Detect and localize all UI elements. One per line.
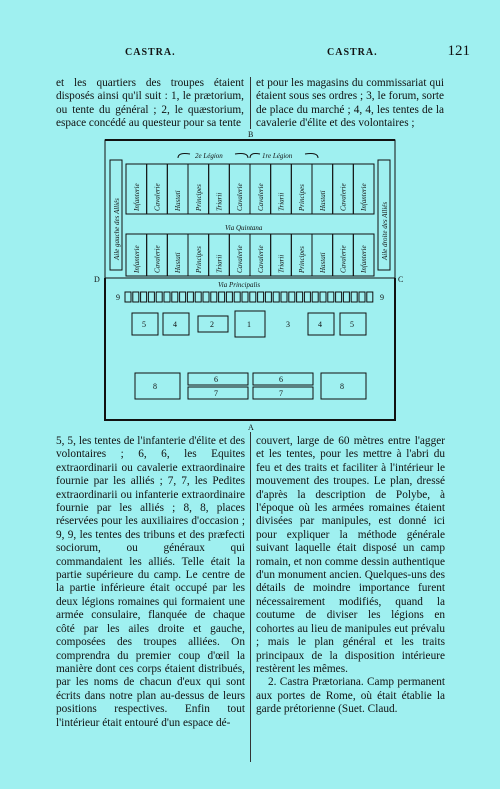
top-right-column (256, 77, 444, 131)
tribune-tent (258, 292, 264, 302)
columns_top-label-1: Cavalerie (153, 183, 162, 211)
block-6-left (188, 373, 248, 385)
columns_bottom-label-2: Hastati (174, 252, 183, 273)
label-D: D (94, 275, 100, 284)
num-8-left: 8 (153, 382, 157, 391)
columns_bottom-label-3: Principes (194, 246, 203, 273)
tribune-tent (219, 292, 225, 302)
tribune-tent (234, 292, 240, 302)
columns_bottom-label-1: Cavalerie (153, 245, 162, 273)
tribune-tent (242, 292, 248, 302)
columns_bottom-label-6: Cavalerie (256, 245, 265, 273)
columns_top-label-5: Cavalerie (236, 183, 245, 211)
tribune-tent (141, 292, 147, 302)
tribune-tent (367, 292, 373, 302)
tribune-tent (187, 292, 193, 302)
columns_top-label-3: Principes (194, 184, 203, 211)
num-4-right: 4 (318, 320, 322, 329)
top-left-text: et les quartiers des troupes étaient disposés ainsi qu'il suit : 1, le prætorium, ou tente du général ; 2, le quæstorium, espace concédé au questeur pour sa tente (56, 77, 244, 130)
tribune-tent (125, 292, 131, 302)
columns_top-label-4: Triarii (215, 192, 224, 211)
num-1: 1 (247, 320, 251, 329)
num-7-right: 7 (279, 389, 283, 398)
tribune-tent (328, 292, 334, 302)
block-8-left (135, 373, 180, 399)
tribune-tent (312, 292, 318, 302)
tribune-tent (172, 292, 178, 302)
num-5-right: 5 (350, 320, 354, 329)
num-7-left: 7 (214, 389, 218, 398)
label-B: B (248, 130, 254, 139)
tribune-tent (180, 292, 186, 302)
top-right-text: et pour les magasins du commissariat qui étaient sous ses ordres ; 3, le forum, sorte de place du marché ; 4, 4, les tentes de la cavalerie d'élite et des volontaires ; (256, 77, 444, 130)
tribune-tent (133, 292, 139, 302)
bottom-right-column (256, 435, 445, 717)
columns_top-label-11: Infanterie (360, 183, 369, 211)
columns_bottom-label-8: Principes (298, 246, 307, 273)
columns_top-label-0: Infanterie (132, 183, 141, 211)
columns_top-label-10: Cavalerie (339, 183, 348, 211)
tribune-tent (297, 292, 303, 302)
tribune-tent (250, 292, 256, 302)
via-principalis-label: Via Principalis (218, 281, 261, 289)
tribune-tent (273, 292, 279, 302)
camp-plan-diagram (90, 130, 410, 430)
columns_bottom-label-4: Triarii (215, 254, 224, 273)
via-quintana-label: Via Quintana (225, 224, 263, 232)
label-C: C (398, 275, 404, 284)
bottom-left-text: 5, 5, les tentes de l'infanterie d'élite et des volontaires ; 6, 6, les Equites extraordinarii ou cavalerie extraordinaire fournie par les alliés ; 7, 7, les Pedites extraordinarii ou infanterie extraordinaire fournie par les alliés ; 8, 8, places réservées pour les auxiliaires d'occasion ; 9, 9, les tentes des tribuns et des præfecti sociorum, ou généraux qui commandaient les alliés. Telle était la partie supérieure du camp. Le centre de la partie inférieure était occupé par les deux légions romaines qui formaient une armée consulaire, flanquée de chaque côté par les ailes droite et gauche, composées des troupes alliées. On comprendra du premier coup d'œil la manière dont ces corps étaient distribués, par les noms de chacun d'eux qui sont écrits dans notre plan au-dessus de leurs positions respectives. Enfin tout l'intérieur était entouré d'un espace dé- (56, 435, 245, 729)
columns_bottom-label-10: Cavalerie (339, 245, 348, 273)
legion-2-label: 2e Légion (195, 152, 223, 160)
tribune-tent (164, 292, 170, 302)
tribune-tent (148, 292, 154, 302)
num-5-left: 5 (142, 320, 146, 329)
columns_top-label-2: Hastati (174, 190, 183, 211)
tribune-tent (203, 292, 209, 302)
columns_bottom-label-9: Hastati (318, 252, 327, 273)
aile-gauche-label: Aile gauche des Alliés (113, 198, 121, 260)
block-6-right (253, 373, 313, 385)
columns_top-label-7: Triarii (277, 192, 286, 211)
tribune-tent (304, 292, 310, 302)
columns_bottom-label-7: Triarii (277, 254, 286, 273)
columns_bottom-label-5: Cavalerie (236, 245, 245, 273)
running-header-left: CASTRA. (125, 47, 176, 58)
block-7-right (253, 387, 313, 399)
page-number: 121 (447, 43, 470, 59)
num-9-left: 9 (116, 293, 120, 302)
num-8-right: 8 (340, 382, 344, 391)
columns_top-label-8: Principes (298, 184, 307, 211)
label-A: A (248, 423, 254, 430)
tribune-tent (281, 292, 287, 302)
bottom-left-column (56, 435, 245, 730)
columns_bottom-label-0: Infanterie (132, 245, 141, 273)
tribune-tent (320, 292, 326, 302)
tribune-tent (195, 292, 201, 302)
num-4-left: 4 (173, 320, 177, 329)
num-3: 3 (286, 320, 290, 329)
block-7-left (188, 387, 248, 399)
running-header-right: CASTRA. (327, 47, 378, 58)
tribune-tent (336, 292, 342, 302)
column-rule-top (250, 77, 251, 129)
legion-1-label: 1re Légion (262, 152, 293, 160)
num-6-left: 6 (214, 375, 218, 384)
tribune-tent (359, 292, 365, 302)
bottom-right-text-2: 2. Castra Prætoriana. Camp permanent aux portes de Rome, où était établie la garde prétorienne (Suet. Claud. (256, 676, 445, 716)
columns_top-label-9: Hastati (318, 190, 327, 211)
tribune-tent (351, 292, 357, 302)
columns_top-label-6: Cavalerie (256, 183, 265, 211)
num-2: 2 (210, 320, 214, 329)
tribune-tent (156, 292, 162, 302)
tribune-tent (211, 292, 217, 302)
top-left-column (56, 77, 244, 131)
num-9-right: 9 (380, 293, 384, 302)
column-rule-bottom (250, 432, 251, 762)
tribune-tent (343, 292, 349, 302)
aile-droite-label: Aile droite des Alliés (381, 201, 389, 260)
tribune-tent (265, 292, 271, 302)
bottom-right-text-1: couvert, large de 60 mètres entre l'agger et les tentes, pour les mettre à l'abri du feu et des traits et faciliter à l'intérieur le mouvement des troupes. Le plan, dressé d'après la description de Polybe, à l'époque où les armées romaines étaient divisées par manipules, est donné ici pour expliquer la méthode générale suivant laquelle était disposé un camp romain, et non comme dessin authentique d'un monument ancien. Quelques-uns des détails de moindre importance furent nécessairement modifiés, quand la coutume de diviser les légions en cohortes au lieu de manipules eut prévalu ; mais le plan général et les traits principaux de la disposition intérieure restèrent les mêmes. (256, 435, 445, 675)
tribune-tent (226, 292, 232, 302)
tribune-tent (289, 292, 295, 302)
num-6-right: 6 (279, 375, 283, 384)
columns_bottom-label-11: Infanterie (360, 245, 369, 273)
